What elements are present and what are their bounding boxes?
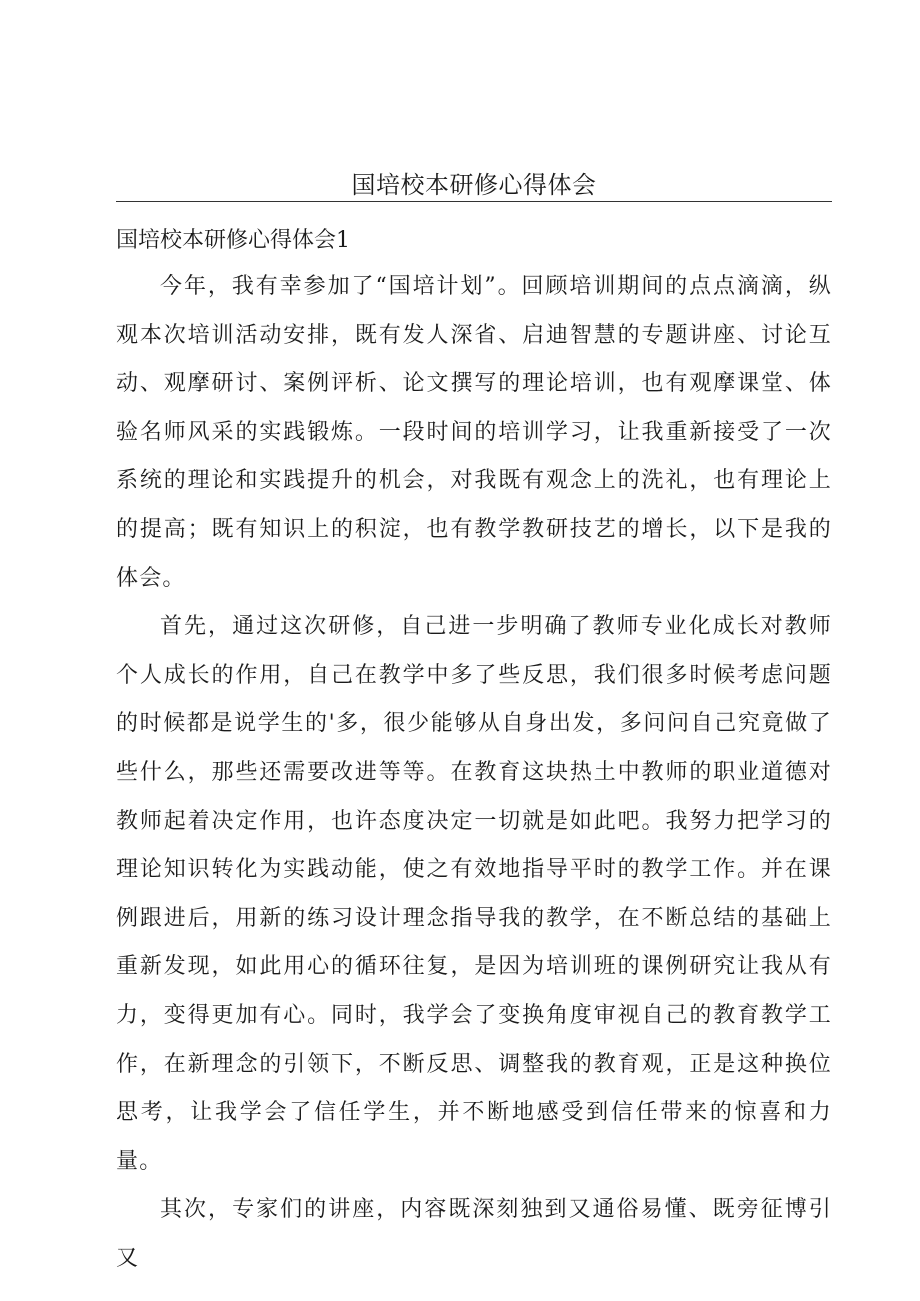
document-title: 国培校本研修心得体会 bbox=[351, 171, 597, 199]
paragraph-1: 今年，我有幸参加了“国培计划”。回顾培训期间的点点滴滴，纵观本次培训活动安排，既有发人深省、启迪智慧的专题讲座、讨论互动、观摩研讨、案例评析、论文撰写的理论培训，也有观摩课堂、体验名师风采的实践锻炼。一段时间的培训学习，让我重新接受了一次系统的理论和实践提升的机会，对我既有观念上的洗礼，也有理论上的提高；既有知识上的积淀，也有教学教研技艺的增长，以下是我的体会。 bbox=[116, 274, 832, 591]
body-text bbox=[116, 263, 832, 1283]
title-underline-rule bbox=[116, 201, 832, 202]
paragraph-3: 其次，专家们的讲座，内容既深刻独到又通俗易懂、既旁征博引又 bbox=[116, 1197, 832, 1271]
paragraph-2: 首先，通过这次研修，自己进一步明确了教师专业化成长对教师个人成长的作用，自己在教学中多了些反思，我们很多时候考虑问题的时候都是说学生的'多，很少能够从自身出发，多问问自己究竟做了些什么，那些还需要改进等等。在教育这块热土中教师的职业道德对教师起着决定作用，也许态度决定一切就是如此吧。我努力把学习的理论知识转化为实践动能，使之有效地指导平时的教学工作。并在课例跟进后，用新的练习设计理念指导我的教学，在不断总结的基础上重新发现，如此用心的循环往复，是因为培训班的课例研究让我从有力，变得更加有心。同时，我学会了变换角度审视自己的教育教学工作，在新理念的引领下，不断反思、调整我的教育观，正是这种换位思考，让我学会了信任学生，并不断地感受到信任带来的惊喜和力量。 bbox=[116, 614, 832, 1174]
section-heading: 国培校本研修心得体会1 bbox=[116, 228, 350, 253]
